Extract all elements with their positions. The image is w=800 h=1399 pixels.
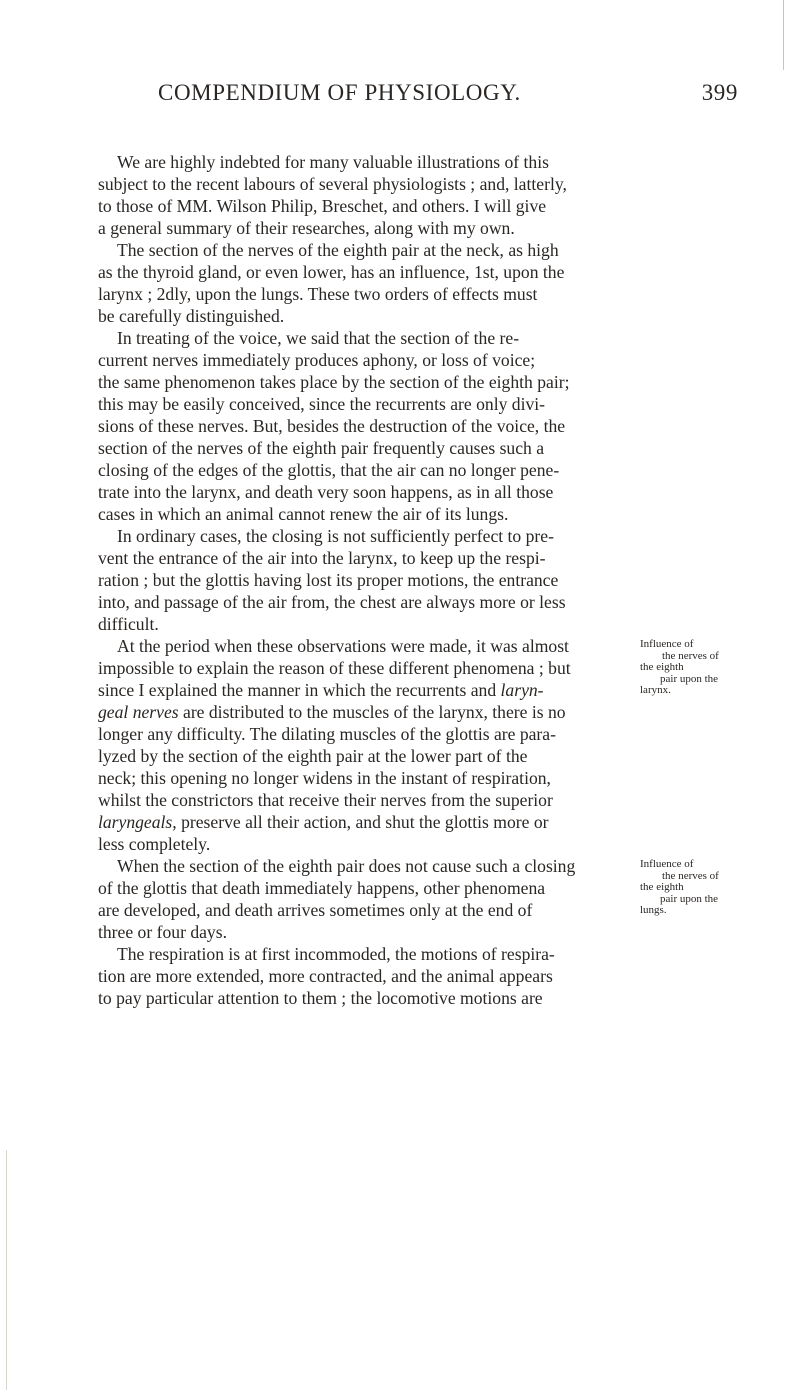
margin-note-line: Influence of	[640, 858, 694, 870]
text-line: longer any difficulty. The dilating muscles of the glottis are para-	[98, 724, 556, 744]
text-line: section of the nerves of the eighth pair frequently causes such a	[98, 438, 545, 458]
text-line: The section of the nerves of the eighth pair at the neck, as high	[117, 240, 559, 260]
text-line: this may be easily conceived, since the recurrents are only divi-	[98, 394, 546, 414]
text-line: are developed, and death arrives sometimes only at the end of	[98, 900, 533, 920]
running-header	[158, 80, 738, 112]
text-line: trate into the larynx, and death very soon happens, as in all those	[98, 482, 554, 502]
text-line: less completely.	[98, 834, 211, 854]
margin-note-line: pair upon the	[660, 892, 719, 905]
text-line: into, and passage of the air from, the chest are always more or less	[98, 592, 566, 612]
text-line: In treating of the voice, we said that the section of the re-	[117, 328, 520, 348]
running-title: COMPENDIUM OF PHYSIOLOGY.	[158, 80, 521, 105]
margin-note-line: larynx.	[640, 684, 671, 696]
text-line: whilst the constrictors that receive their nerves from the superior	[98, 790, 553, 810]
margin-note-line: the nerves of	[662, 649, 719, 662]
text-line: to those of MM. Wilson Philip, Breschet, and others. I will give	[98, 196, 547, 216]
margin-note-line: pair upon the	[660, 672, 719, 685]
text-line: vent the entrance of the air into the larynx, to keep up the respi-	[98, 548, 546, 568]
text-line: the same phenomenon takes place by the section of the eighth pair;	[98, 372, 570, 392]
text-line: The respiration is at first incommoded, the motions of respira-	[117, 944, 555, 964]
page-number: 399	[701, 80, 738, 105]
margin-note-larynx	[640, 639, 770, 697]
text-line: lyzed by the section of the eighth pair at the lower part of the	[98, 746, 528, 766]
text-line: difficult.	[98, 614, 159, 634]
text-line: At the period when these observations were made, it was almost	[117, 636, 569, 656]
text-line: laryngeals, preserve all their action, and shut the glottis more or	[98, 812, 549, 832]
text-line: be carefully distinguished.	[98, 306, 285, 326]
margin-note-line: the eighth	[640, 881, 684, 893]
binding-edge-line	[6, 1150, 7, 1390]
margin-note-line: lungs.	[640, 904, 667, 916]
text-line: tion are more extended, more contracted, and the animal appears	[98, 966, 553, 986]
text-line: larynx ; 2dly, upon the lungs. These two orders of effects must	[98, 284, 538, 304]
text-line: as the thyroid gland, or even lower, has an influence, 1st, upon the	[98, 262, 565, 282]
text-line: to pay particular attention to them ; the locomotive motions are	[98, 988, 543, 1008]
text-line: sions of these nerves. But, besides the destruction of the voice, the	[98, 416, 566, 436]
italic-term: geal nerves	[98, 702, 179, 722]
margin-note-line: Influence of	[640, 638, 694, 650]
margin-note-line: the eighth	[640, 661, 684, 673]
text-line: In ordinary cases, the closing is not sufficiently perfect to pre-	[117, 526, 554, 546]
text-line: a general summary of their researches, along with my own.	[98, 218, 515, 238]
text-line: closing of the edges of the glottis, that the air can no longer pene-	[98, 460, 560, 480]
text-line: When the section of the eighth pair does not cause such a closing	[117, 856, 576, 876]
margin-note-line: the nerves of	[662, 869, 719, 882]
text-line: ration ; but the glottis having lost its proper motions, the entrance	[98, 570, 559, 590]
text-line: of the glottis that death immediately happens, other phenomena	[98, 878, 546, 898]
text-line: three or four days.	[98, 922, 227, 942]
text-line: subject to the recent labours of several physiologists ; and, latterly,	[98, 174, 567, 194]
text-line: We are highly indebted for many valuable illustrations of this	[117, 152, 549, 172]
margin-note-lungs	[640, 859, 770, 917]
text-line: cases in which an animal cannot renew the air of its lungs.	[98, 504, 509, 524]
text-line: current nerves immediately produces aphony, or loss of voice;	[98, 350, 536, 370]
text-line: impossible to explain the reason of these different phenomena ; but	[98, 658, 571, 678]
italic-term: laryngeals,	[98, 812, 177, 832]
italic-term: laryn-	[500, 680, 544, 700]
text-line: geal nerves are distributed to the muscles of the larynx, there is no	[98, 702, 566, 722]
text-line: since I explained the manner in which the recurrents and laryn-	[98, 680, 544, 700]
text-line: neck; this opening no longer widens in the instant of respiration,	[98, 768, 551, 788]
page-edge-line	[783, 0, 784, 70]
